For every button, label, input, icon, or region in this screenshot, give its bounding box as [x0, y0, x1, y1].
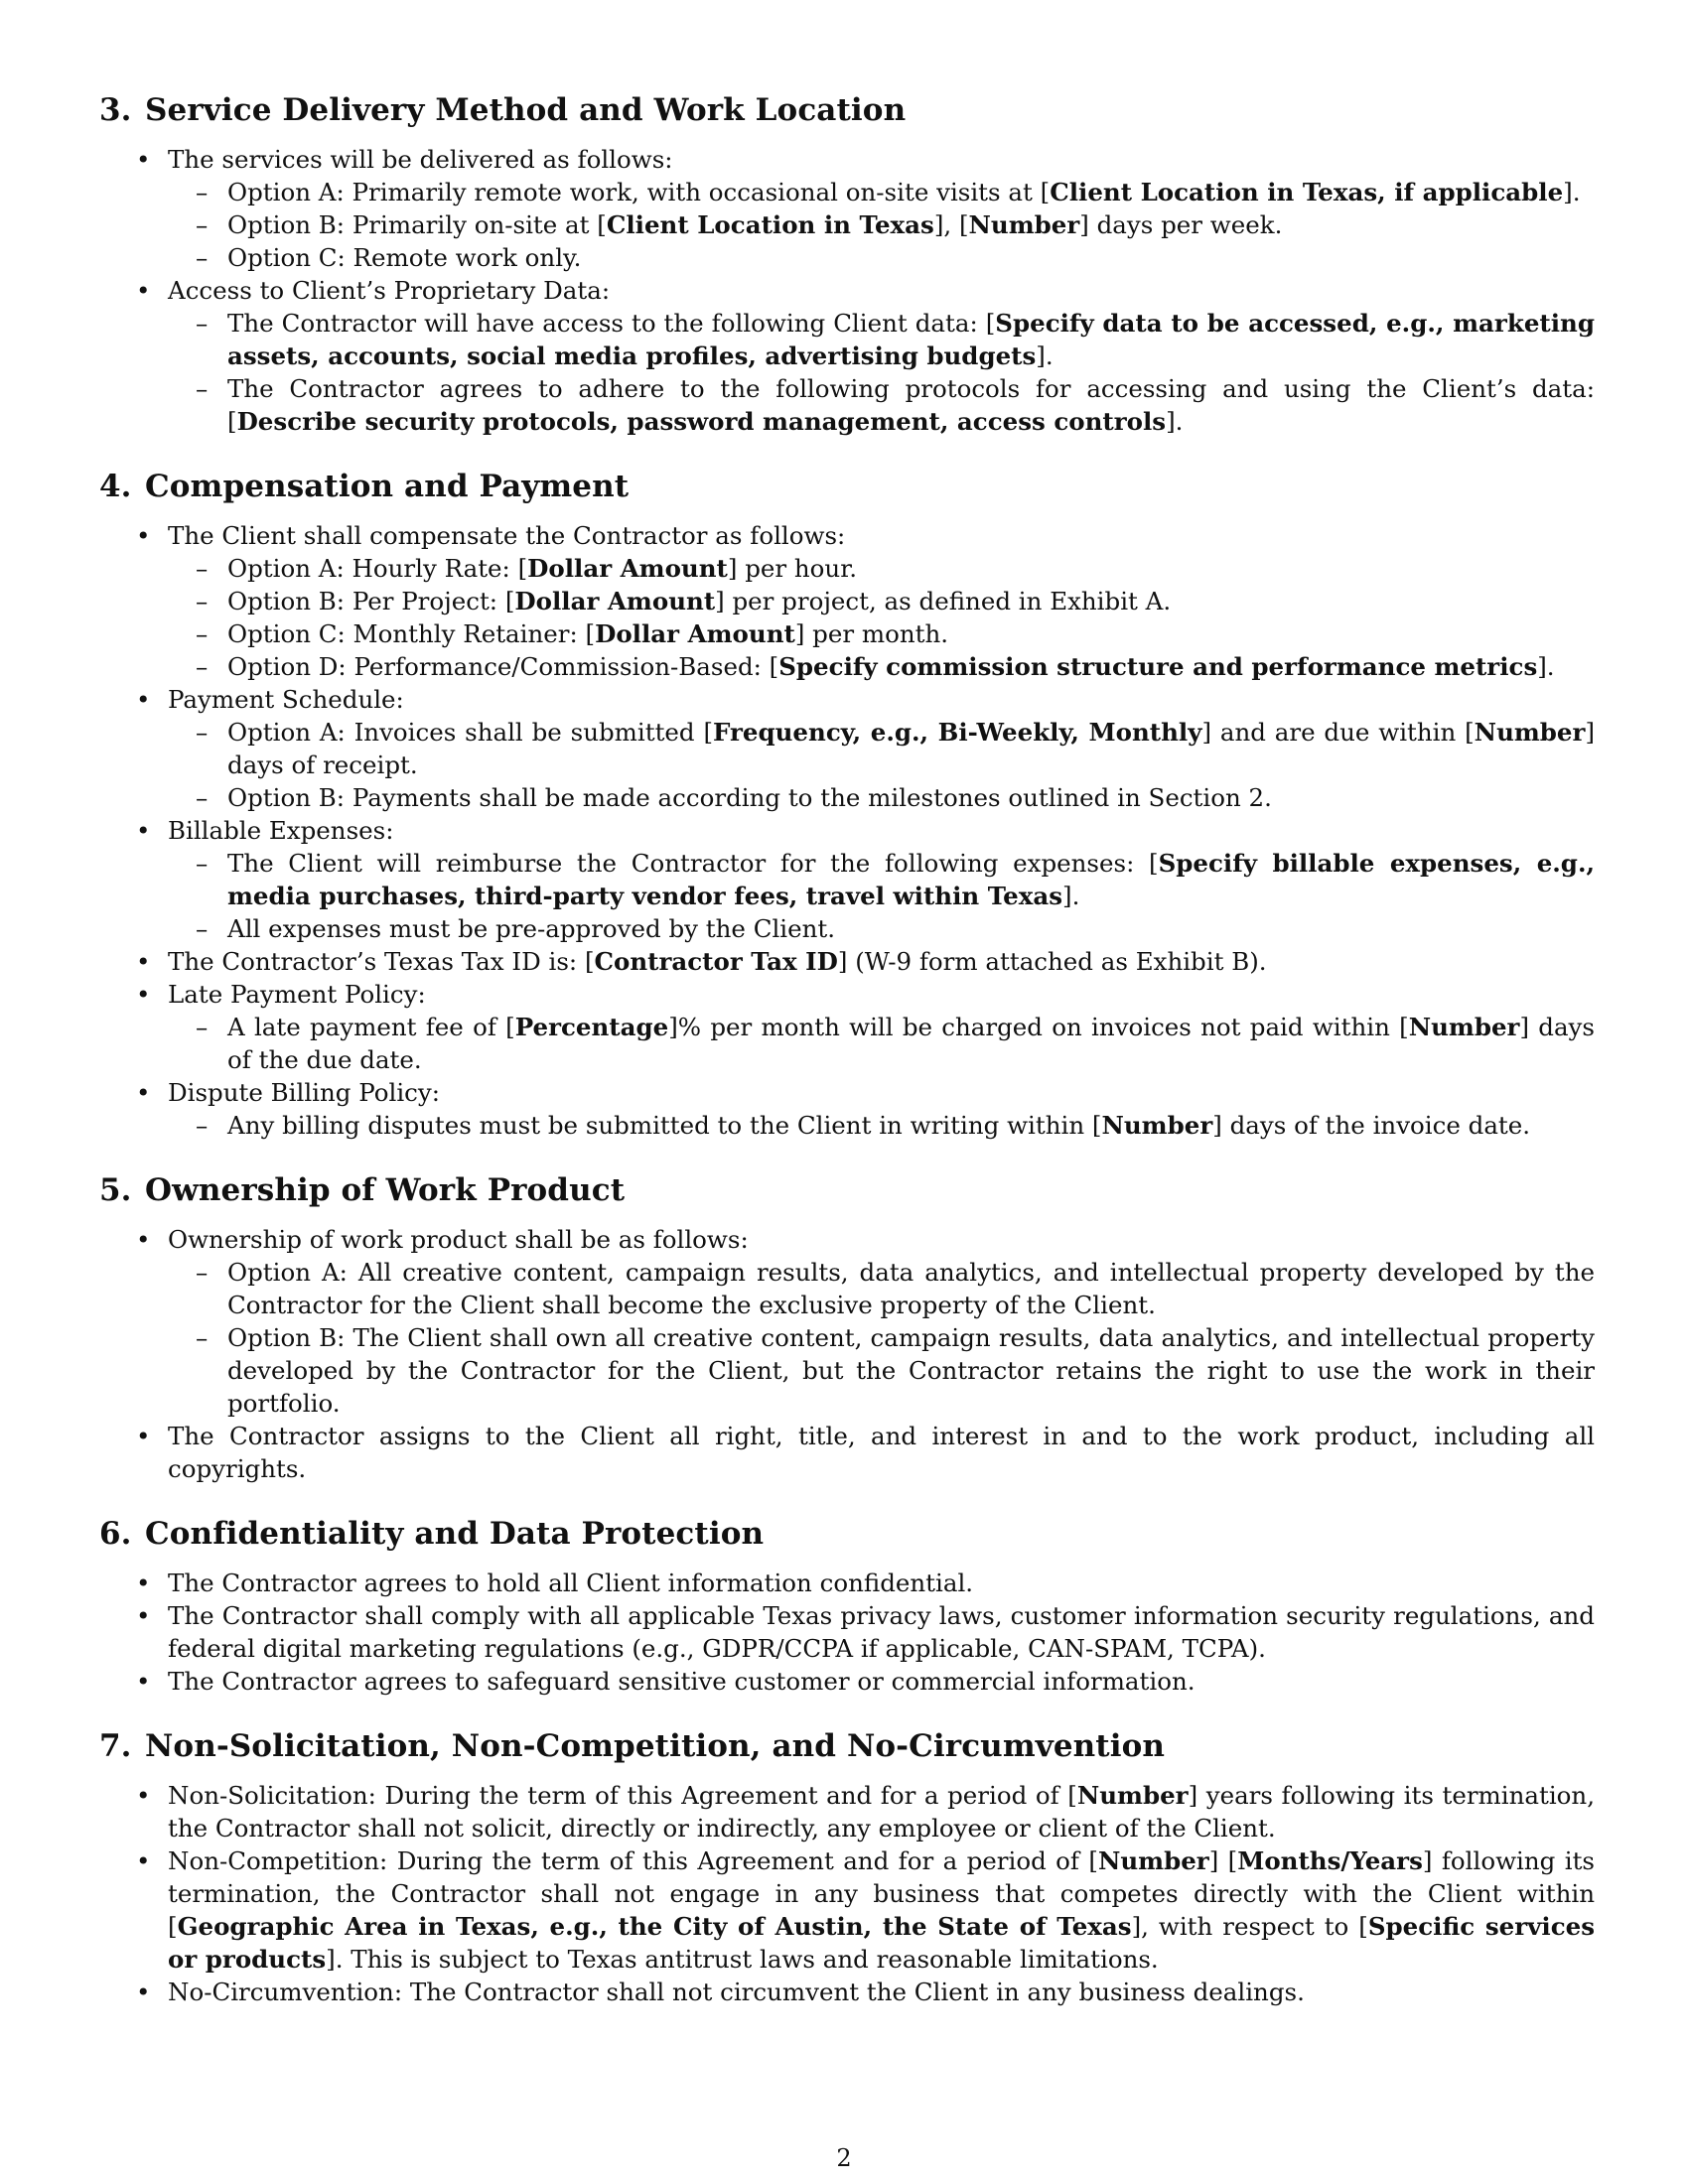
bullet-text: [168, 1781, 1595, 1843]
text-run: The Contractor agrees to adhere to the following protocols for accessing and using the Client’s data: [: [227, 374, 1595, 436]
placeholder-field: Number: [1076, 1781, 1189, 1810]
sub-item: [167, 585, 1595, 617]
text-run: ] following its termination, the Contractor shall not engage in any business that competes directly with the Client within [: [168, 1846, 1596, 1941]
bullet-item: [99, 1076, 1595, 1142]
text-run: ] per project, as defined in Exhibit A.: [715, 587, 1172, 615]
section-number: 7.: [99, 1728, 132, 1764]
placeholder-field: Number: [1101, 1111, 1213, 1140]
bullet-item: [99, 519, 1595, 683]
text-run: ] days per week.: [1079, 210, 1283, 239]
bullet-item: [99, 1420, 1595, 1485]
text-run: ] and are due within [: [1201, 718, 1475, 747]
bullet-list: [99, 143, 1595, 438]
text-run: The Contractor’s Texas Tax ID is: [: [168, 947, 595, 976]
text-run: The Contractor agrees to hold all Client information confidential.: [168, 1569, 974, 1597]
sub-list: [168, 1256, 1595, 1420]
text-run: Option A: Invoices shall be submitted [: [227, 718, 714, 747]
section-title: Non-Solicitation, Non-Competition, and No-Circumvention: [145, 1728, 1166, 1764]
bullet-text: [168, 1667, 1196, 1696]
sub-item: [167, 241, 1595, 274]
text-run: All expenses must be pre-approved by the Client.: [227, 914, 836, 943]
section-heading: [99, 468, 1595, 505]
bullet-item: [99, 1567, 1595, 1599]
placeholder-field: Dollar Amount: [514, 587, 716, 615]
section-title: Compensation and Payment: [145, 469, 630, 504]
placeholder-field: Frequency, e.g., Bi-Weekly, Monthly: [713, 718, 1202, 747]
text-run: ] [: [1208, 1846, 1238, 1875]
bullet-item: [99, 978, 1595, 1076]
placeholder-field: Contractor Tax ID: [594, 947, 838, 976]
bullet-text: Dispute Billing Policy:: [168, 1078, 440, 1107]
bullet-list: [99, 1567, 1595, 1698]
section-title: Confidentiality and Data Protection: [145, 1516, 765, 1552]
section-number: 5.: [99, 1172, 132, 1208]
section-5: [99, 1171, 1595, 1485]
bullet-item: [99, 814, 1595, 945]
placeholder-field: Dollar Amount: [595, 619, 795, 648]
text-run: ]. This is subject to Texas antitrust laws and reasonable limitations.: [326, 1945, 1159, 1974]
text-run: The Contractor agrees to safeguard sensitive customer or commercial information.: [168, 1667, 1196, 1696]
sub-list: [168, 716, 1595, 814]
bullet-item: [99, 1779, 1595, 1844]
text-run: Option A: Hourly Rate: [: [227, 554, 528, 583]
bullet-item: [99, 1223, 1595, 1420]
bullet-item: [99, 1665, 1595, 1698]
section-heading: [99, 1515, 1595, 1553]
text-run: Option C: Monthly Retainer: [: [227, 619, 596, 648]
bullet-item: [99, 1844, 1595, 1976]
text-run: Non-Solicitation: During the term of this Agreement and for a period of [: [168, 1781, 1077, 1810]
placeholder-field: Percentage: [514, 1013, 669, 1041]
text-run: ] (W-9 form attached as Exhibit B).: [837, 947, 1267, 976]
placeholder-field: Number: [1408, 1013, 1520, 1041]
section-6: [99, 1515, 1595, 1698]
bullet-text: Late Payment Policy:: [168, 980, 426, 1009]
bullet-text: [168, 1601, 1595, 1663]
text-run: ].: [1036, 341, 1054, 370]
document-page: [99, 91, 1595, 2038]
sub-list: [168, 1109, 1595, 1142]
text-run: ]% per month will be charged on invoices not paid within [: [668, 1013, 1409, 1041]
bullet-text: [168, 1422, 1595, 1483]
text-run: ] per hour.: [727, 554, 858, 583]
bullet-text: [168, 947, 1267, 976]
sub-item: [167, 1256, 1595, 1321]
sub-list: [168, 847, 1595, 945]
bullet-text: The services will be delivered as follows:: [168, 145, 673, 174]
text-run: Option B: Primarily on-site at [: [227, 210, 607, 239]
text-run: A late payment fee of [: [227, 1013, 515, 1041]
bullet-text: Ownership of work product shall be as follows:: [168, 1225, 749, 1254]
sub-item: [167, 716, 1595, 781]
bullet-text: Access to Client’s Proprietary Data:: [168, 276, 611, 305]
bullet-item: [99, 945, 1595, 978]
placeholder-field: Number: [1097, 1846, 1209, 1875]
sub-item: [167, 847, 1595, 912]
text-run: ], [: [933, 210, 969, 239]
text-run: ].: [1166, 407, 1184, 436]
section-title: Ownership of Work Product: [145, 1172, 626, 1208]
placeholder-field: Dollar Amount: [527, 554, 728, 583]
sub-list: [168, 307, 1595, 438]
text-run: ] days of the due date.: [227, 1013, 1595, 1074]
text-run: ].: [1537, 652, 1555, 681]
bullet-item: [99, 1599, 1595, 1665]
sub-item: [167, 208, 1595, 241]
text-run: No-Circumvention: The Contractor shall not circumvent the Client in any business dealings.: [168, 1978, 1305, 2006]
bullet-item: [99, 143, 1595, 274]
placeholder-field: Specify billable expenses, e.g., media purchases, third-party vendor fees, travel within Texas: [227, 849, 1595, 910]
bullet-item: [99, 1976, 1595, 2008]
text-run: ] days of the invoice date.: [1212, 1111, 1531, 1140]
text-run: ].: [1563, 178, 1581, 206]
text-run: ], with respect to [: [1131, 1912, 1368, 1941]
section-number: 3.: [99, 92, 132, 128]
section-heading: [99, 91, 1595, 129]
text-run: Option D: Performance/Commission-Based: [: [227, 652, 779, 681]
text-run: The Contractor shall comply with all applicable Texas privacy laws, customer information security regulations, and federal digital marketing regulations (e.g., GDPR/CCPA if applicable, CAN-SPAM, TCPA).: [168, 1601, 1595, 1663]
section-heading: [99, 1171, 1595, 1209]
section-heading: [99, 1727, 1595, 1765]
text-run: Option C: Remote work only.: [227, 243, 582, 272]
placeholder-field: Geographic Area in Texas, e.g., the City of Austin, the State of Texas: [177, 1912, 1132, 1941]
sub-item: [167, 552, 1595, 585]
sub-item: [167, 372, 1595, 438]
text-run: ] per month.: [794, 619, 949, 648]
sub-item: [167, 912, 1595, 945]
placeholder-field: Specific services or products: [168, 1912, 1595, 1974]
sub-item: [167, 307, 1595, 372]
section-number: 6.: [99, 1516, 132, 1552]
placeholder-field: Number: [1474, 718, 1586, 747]
text-run: ].: [1062, 882, 1080, 910]
section-title: Service Delivery Method and Work Location: [145, 92, 907, 128]
placeholder-field: Specify data to be accessed, e.g., marketing assets, accounts, social media profiles, advertising budgets: [227, 309, 1595, 370]
text-run: The Contractor will have access to the following Client data: [: [227, 309, 996, 338]
bullet-text: [168, 1569, 973, 1597]
sub-list: [168, 176, 1595, 274]
text-run: Option B: Per Project: [: [227, 587, 515, 615]
section-7: [99, 1727, 1595, 2008]
text-run: Option A: All creative content, campaign results, data analytics, and intellectual property developed by the Contractor for the Client shall become the exclusive property of the Client.: [227, 1258, 1595, 1319]
sub-list: [168, 1011, 1595, 1076]
page-number: 2: [836, 2144, 852, 2172]
sub-item: [167, 617, 1595, 650]
sub-item: [167, 1321, 1595, 1420]
bullet-text: The Client shall compensate the Contractor as follows:: [168, 521, 846, 550]
bullet-text: [168, 1978, 1305, 2006]
section-number: 4.: [99, 469, 132, 504]
sub-item: [167, 1109, 1595, 1142]
bullet-list: [99, 1779, 1595, 2008]
section-3: [99, 91, 1595, 438]
bullet-text: [168, 1846, 1595, 1974]
bullet-text: Billable Expenses:: [168, 816, 394, 845]
sub-list: [168, 552, 1595, 683]
sub-item: [167, 781, 1595, 814]
text-run: ] years following its termination, the Contractor shall not solicit, directly or indirectly, any employee or client of the Client.: [168, 1781, 1595, 1843]
sub-item: [167, 1011, 1595, 1076]
bullet-text: Payment Schedule:: [168, 685, 404, 714]
bullet-list: [99, 1223, 1595, 1485]
sub-item: [167, 650, 1595, 683]
placeholder-field: Client Location in Texas: [606, 210, 934, 239]
text-run: Non-Competition: During the term of this Agreement and for a period of [: [168, 1846, 1098, 1875]
text-run: The Contractor assigns to the Client all right, title, and interest in and to the work product, including all copyrights.: [168, 1422, 1595, 1483]
text-run: Option B: Payments shall be made according to the milestones outlined in Section 2.: [227, 783, 1272, 812]
placeholder-field: Describe security protocols, password management, access controls: [236, 407, 1167, 436]
placeholder-field: Specify commission structure and performance metrics: [778, 652, 1538, 681]
sub-item: [167, 176, 1595, 208]
text-run: Option A: Primarily remote work, with occasional on-site visits at [: [227, 178, 1051, 206]
bullet-item: [99, 683, 1595, 814]
bullet-list: [99, 519, 1595, 1142]
text-run: The Client will reimburse the Contractor for the following expenses: [: [227, 849, 1159, 878]
text-run: Option B: The Client shall own all creative content, campaign results, data analytics, and intellectual property developed by the Contractor for the Client, but the Contractor retains the right to use the work in their portfolio.: [227, 1323, 1595, 1418]
placeholder-field: Client Location in Texas, if applicable: [1050, 178, 1564, 206]
placeholder-field: Months/Years: [1237, 1846, 1423, 1875]
placeholder-field: Number: [968, 210, 1080, 239]
bullet-item: [99, 274, 1595, 438]
text-run: ] days of receipt.: [227, 718, 1595, 779]
text-run: Any billing disputes must be submitted to the Client in writing within [: [227, 1111, 1102, 1140]
section-4: [99, 468, 1595, 1142]
